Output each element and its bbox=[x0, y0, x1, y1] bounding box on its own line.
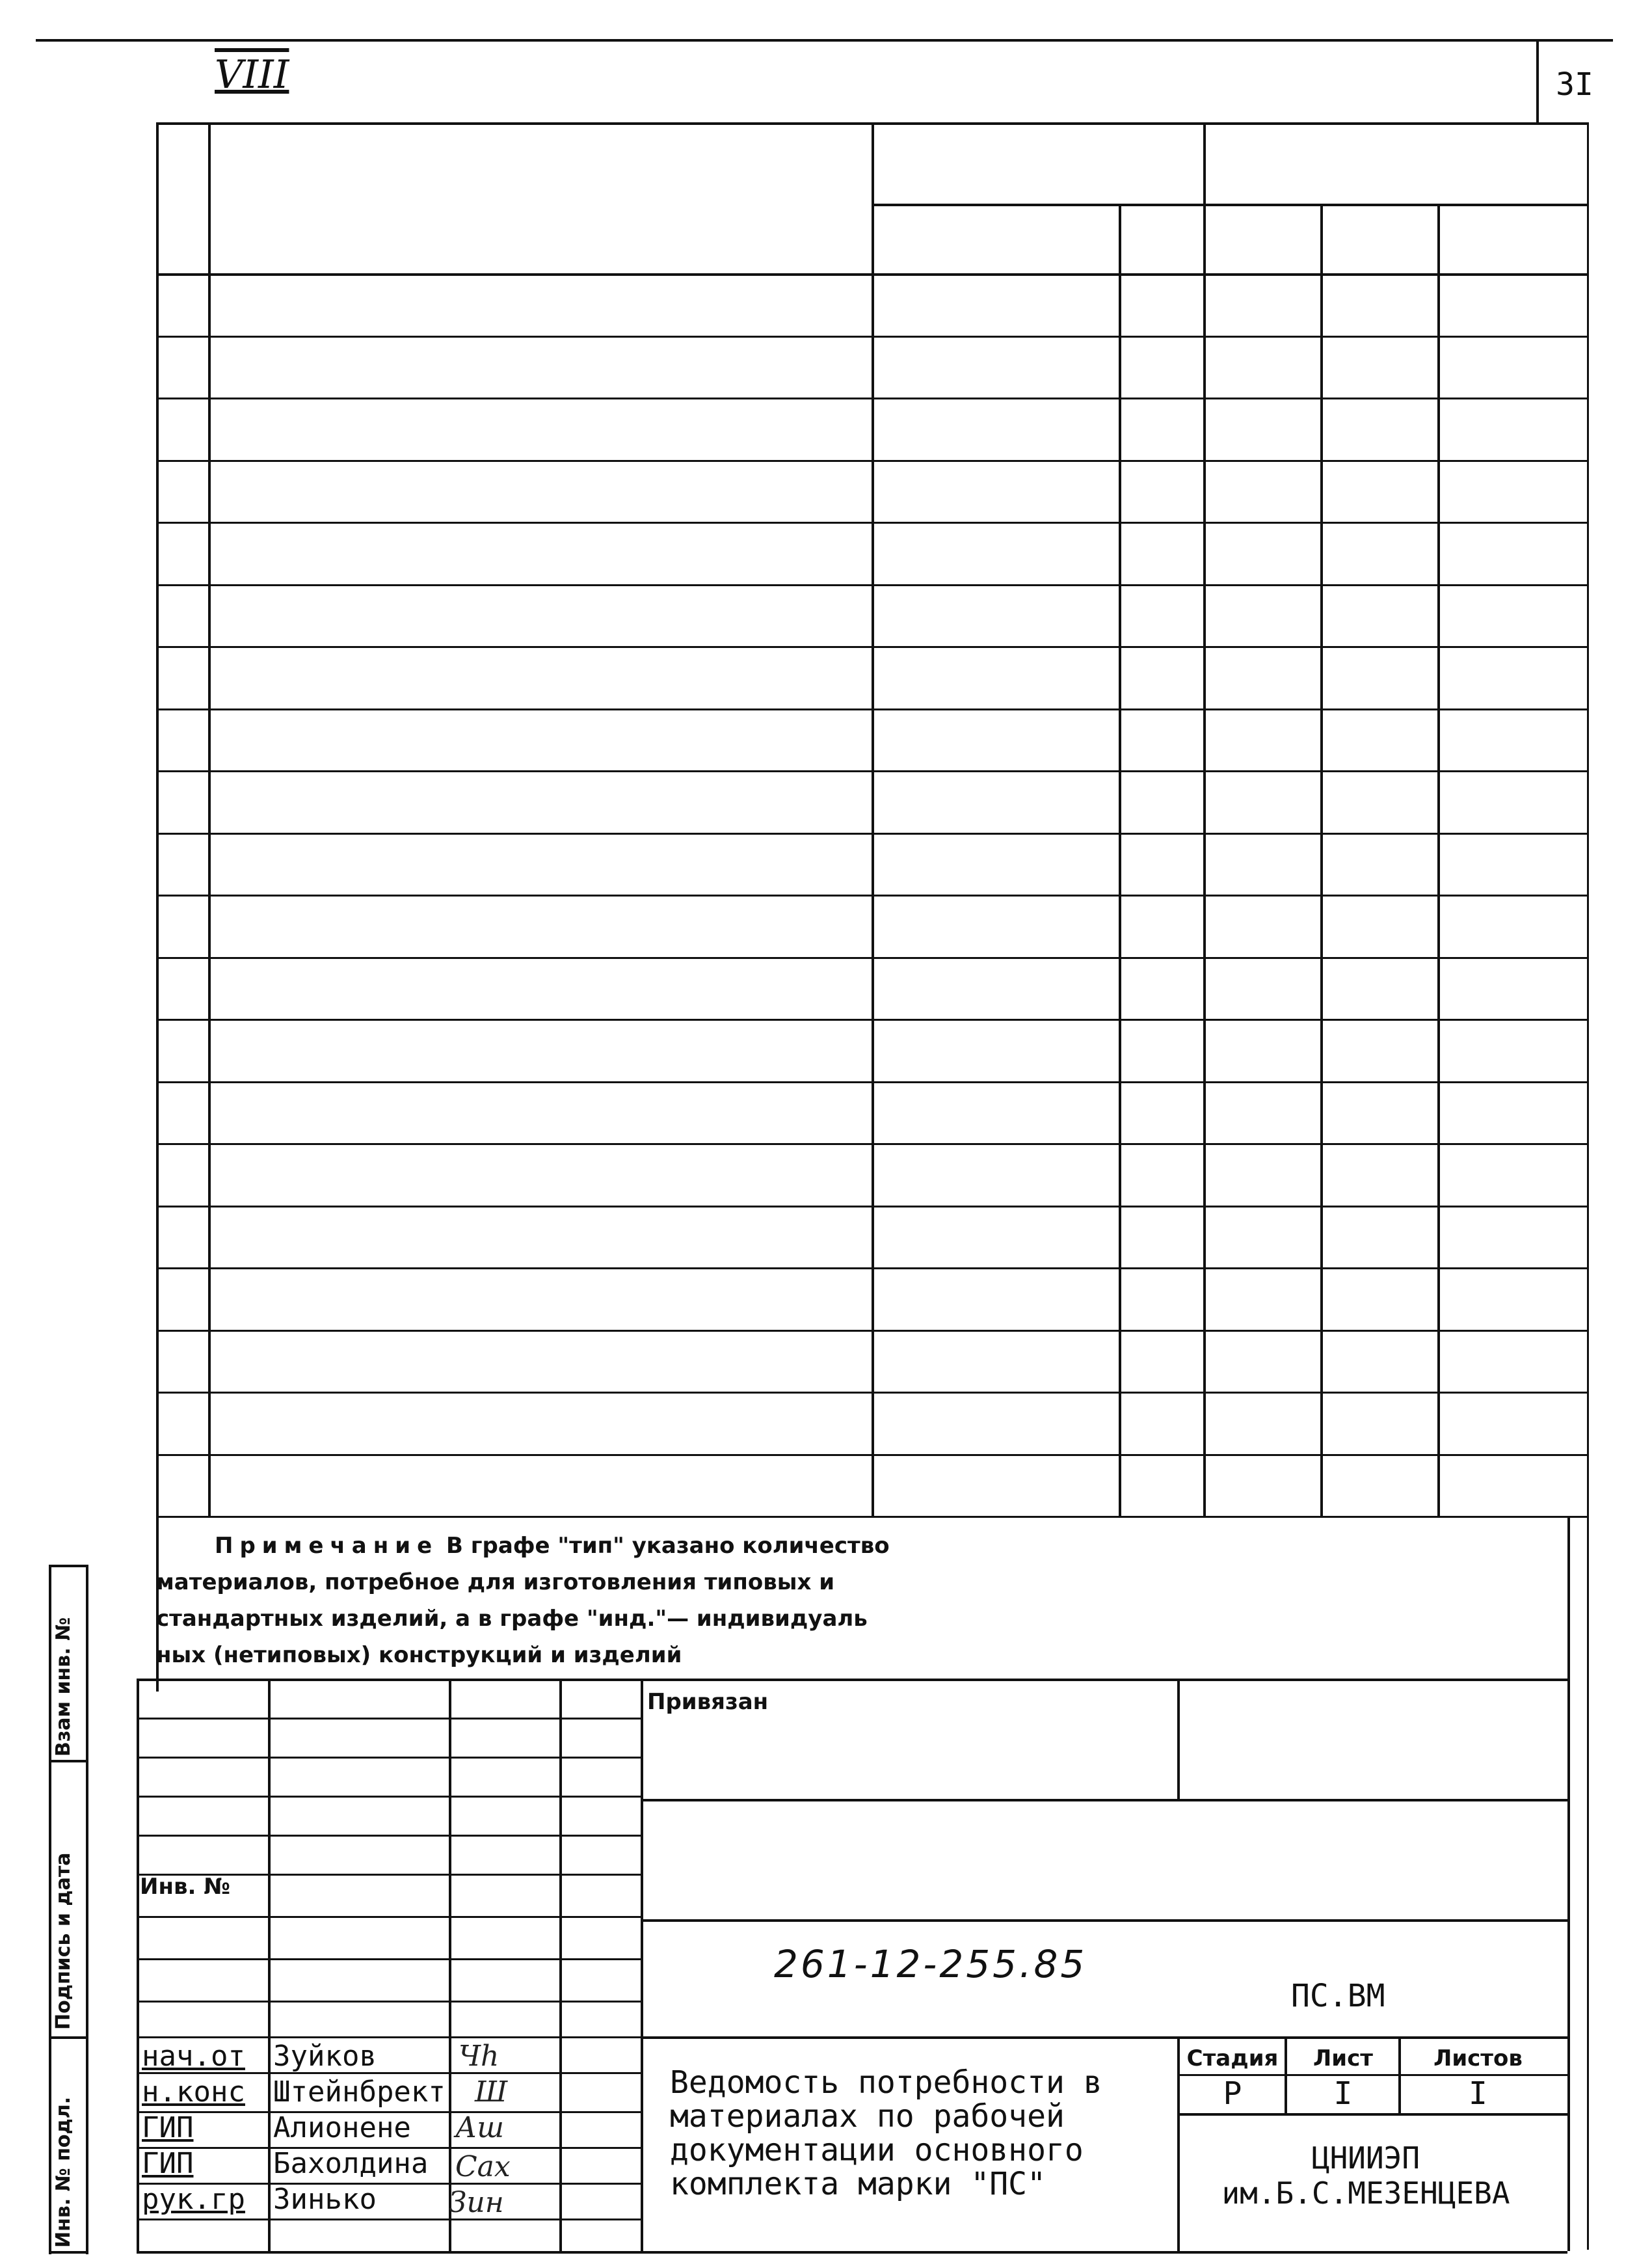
header-ind bbox=[1320, 207, 1437, 273]
col-material-right bbox=[1119, 204, 1121, 1516]
sheets-value: I bbox=[1469, 2075, 1487, 2112]
row-number bbox=[156, 957, 208, 1019]
note-line1: В графе "тип" указано количество bbox=[446, 1533, 890, 1559]
stamp-stage-col bbox=[1285, 2036, 1287, 2113]
row-number bbox=[156, 1143, 208, 1206]
signer-name: Алионене bbox=[273, 2111, 411, 2144]
signer-name: Зуйков bbox=[273, 2040, 377, 2073]
row-number bbox=[156, 336, 208, 398]
org-line2: им.Б.С.МЕЗЕНЦЕВА bbox=[1221, 2176, 1510, 2211]
header-material bbox=[872, 207, 1119, 273]
note-line3: стандартных изделий, а в графе "инд."— индивидуаль bbox=[156, 1606, 868, 1632]
sheet-label: Лист bbox=[1313, 2045, 1373, 2071]
header-name-line2 bbox=[208, 191, 872, 230]
stamp-privyazan-right bbox=[1177, 1679, 1180, 1799]
table-row-line bbox=[156, 1143, 1587, 1145]
table-row-line bbox=[156, 770, 1587, 772]
table-row-line bbox=[156, 336, 1587, 338]
row-number bbox=[156, 273, 208, 336]
row-number bbox=[156, 1206, 208, 1268]
signer-name: Зинько bbox=[273, 2183, 377, 2216]
stamp-grid-col bbox=[137, 1679, 139, 2251]
signer-role: н.конс bbox=[142, 2075, 245, 2109]
table-row-line bbox=[156, 1206, 1587, 1207]
table-row-line bbox=[156, 895, 1587, 897]
row-number bbox=[156, 646, 208, 708]
stamp-grid-row bbox=[137, 1796, 641, 1798]
note-right-border bbox=[1567, 1516, 1570, 2251]
stage-value: Р bbox=[1223, 2075, 1242, 2112]
table-top-border bbox=[156, 122, 1587, 125]
privyazan-label: Привязан bbox=[647, 1689, 769, 1715]
stamp-bottom bbox=[137, 2251, 1567, 2254]
table-row-line bbox=[156, 1516, 1587, 1518]
org-line1: ЦНИИЭП bbox=[1311, 2140, 1420, 2176]
inv-no-label: Инв. № bbox=[140, 1874, 231, 1900]
sheet-value: I bbox=[1333, 2075, 1353, 2112]
row-number bbox=[156, 770, 208, 833]
signature-5: Зин bbox=[449, 2186, 504, 2219]
row-number bbox=[156, 708, 208, 771]
title-line2: материалах по рабочей bbox=[670, 2098, 1065, 2135]
row-number bbox=[156, 522, 208, 584]
col-type-right bbox=[1320, 204, 1323, 1516]
table-row-line bbox=[156, 1267, 1587, 1269]
stamp-grid-col bbox=[559, 1679, 562, 2251]
signer-role: нач.от bbox=[142, 2040, 245, 2073]
label-podpis-data: Подпись и дата bbox=[52, 1852, 75, 2030]
document-code: 261-12-255.85 bbox=[774, 1942, 1087, 1986]
col-ind-right bbox=[1437, 204, 1440, 1516]
header-quantity bbox=[1320, 135, 1587, 191]
signer-role: ГИП bbox=[142, 2111, 194, 2144]
roman-mark: VIII bbox=[215, 52, 289, 98]
side-strip-right bbox=[86, 1565, 88, 2254]
header-bottom bbox=[156, 273, 1587, 276]
row-number bbox=[156, 1454, 208, 1517]
note-line4: ных (нетиповых) конструкций и изделий bbox=[156, 1642, 682, 1668]
label-vzam-inv: Взам инв. № bbox=[52, 1617, 75, 1757]
side-strip-bottom bbox=[49, 2251, 88, 2254]
document-title bbox=[670, 2066, 1102, 2201]
row-number bbox=[156, 1267, 208, 1330]
sheets-label: Листов bbox=[1433, 2045, 1523, 2071]
right-border bbox=[1587, 122, 1589, 2250]
side-strip-top bbox=[49, 1565, 88, 1567]
col-unit-right bbox=[1203, 122, 1206, 1516]
stamp-grid-col bbox=[268, 1679, 271, 2251]
signer-role: ГИП bbox=[142, 2147, 194, 2180]
stamp-title-top bbox=[641, 2036, 1567, 2039]
table-row-line bbox=[156, 1454, 1587, 1456]
stamp-grid-row bbox=[137, 1757, 641, 1759]
header-subline bbox=[872, 204, 1587, 206]
row-number bbox=[156, 398, 208, 460]
table-row-line bbox=[156, 646, 1587, 648]
table-row-line bbox=[156, 1081, 1587, 1083]
row-number bbox=[156, 1019, 208, 1081]
stamp-grid-col bbox=[449, 1679, 451, 2251]
note-title: Примечание bbox=[215, 1533, 439, 1559]
side-strip-left bbox=[49, 1565, 51, 2254]
stamp-grid-row bbox=[137, 1835, 641, 1837]
stamp-sheet-col bbox=[1398, 2036, 1401, 2113]
signature-2: Ш bbox=[475, 2075, 508, 2109]
table-row-line bbox=[156, 398, 1587, 399]
stamp-privyazan-bottom bbox=[641, 1799, 1567, 1801]
table-row-line bbox=[156, 1392, 1587, 1394]
stamp-code-top bbox=[641, 1919, 1567, 1922]
table-row-line bbox=[156, 1019, 1587, 1021]
header-unit bbox=[1119, 207, 1203, 273]
header-name-line1 bbox=[208, 145, 872, 184]
header-total bbox=[1437, 207, 1587, 273]
col-num-right bbox=[208, 122, 211, 1516]
signer-name: Бахолдина bbox=[273, 2147, 429, 2180]
col-name-right bbox=[872, 122, 874, 1516]
title-line3: документации основного bbox=[670, 2132, 1084, 2168]
signature-1: Чh bbox=[459, 2040, 500, 2073]
table-row-line bbox=[156, 522, 1587, 524]
title-line4: комплекта марки "ПС" bbox=[670, 2166, 1046, 2202]
row-number bbox=[156, 1330, 208, 1392]
table-row-line bbox=[156, 1330, 1587, 1332]
note-block bbox=[156, 1528, 1262, 1673]
page-number: 3I bbox=[1556, 66, 1593, 103]
label-inv-podl: Инв. № подл. bbox=[52, 2096, 75, 2248]
header-type bbox=[1203, 207, 1320, 273]
stamp-grid-row bbox=[137, 2219, 641, 2220]
row-number bbox=[156, 460, 208, 522]
row-number bbox=[156, 584, 208, 647]
side-strip-div1 bbox=[49, 1760, 88, 1762]
stamp-grid-row bbox=[137, 2001, 641, 2003]
note-line2: материалов, потребное для изготовления типовых и bbox=[156, 1569, 835, 1595]
stamp-grid-row bbox=[137, 1958, 641, 1960]
table-row-line bbox=[156, 708, 1587, 710]
stamp-grid-row bbox=[137, 1718, 641, 1720]
row-number bbox=[156, 1081, 208, 1144]
signer-role: рук.гр bbox=[142, 2183, 245, 2216]
stage-label: Стадия bbox=[1186, 2045, 1279, 2071]
document-mark: ПС.ВМ bbox=[1291, 1978, 1385, 2014]
stamp-grid-row bbox=[137, 1916, 641, 1918]
row-number bbox=[156, 1392, 208, 1454]
signature-4: Сах bbox=[455, 2150, 511, 2183]
table-row-line bbox=[156, 957, 1587, 959]
signer-name: Штейнбрект bbox=[273, 2075, 446, 2109]
row-number bbox=[156, 833, 208, 895]
stamp-stage-values-bottom bbox=[1177, 2113, 1567, 2116]
table-row-line bbox=[156, 584, 1587, 586]
table-row-line bbox=[156, 460, 1587, 462]
header-code bbox=[872, 135, 1320, 191]
title-line1: Ведомость потребности в bbox=[670, 2064, 1102, 2101]
stamp-grid-col bbox=[641, 1679, 643, 2251]
top-border bbox=[36, 39, 1613, 42]
organization bbox=[1177, 2140, 1554, 2211]
side-strip-div2 bbox=[49, 2036, 88, 2039]
signature-3: Аш bbox=[455, 2111, 505, 2144]
row-number bbox=[156, 895, 208, 957]
stamp-grid-row bbox=[137, 2036, 641, 2038]
stamp-top bbox=[137, 1679, 1567, 1681]
table-row-line bbox=[156, 833, 1587, 835]
